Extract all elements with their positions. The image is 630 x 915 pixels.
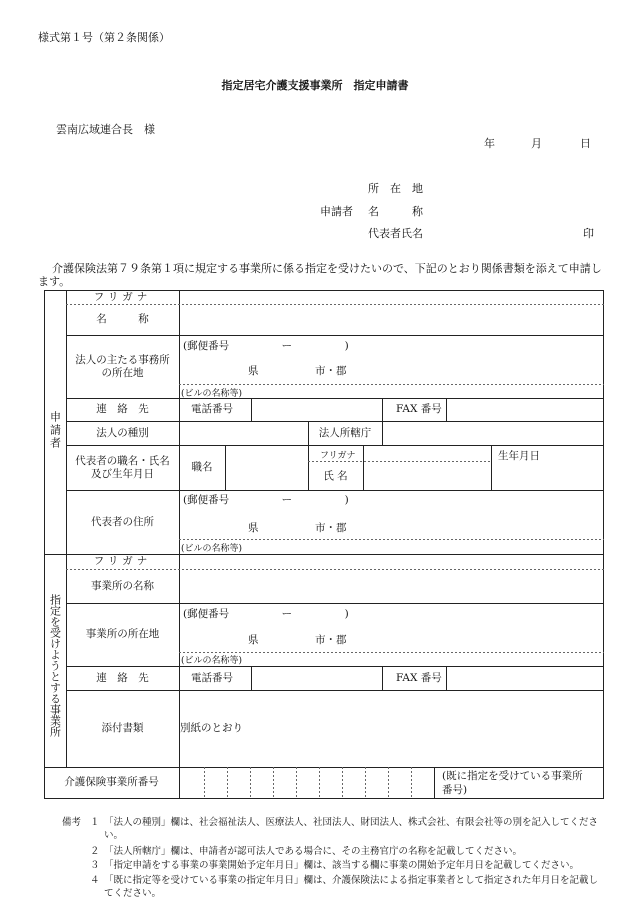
- hq-building: (ビルの名称等): [181, 389, 243, 399]
- corp-authority-label: 法人所轄庁: [318, 426, 372, 439]
- phone-label: 電話番号: [191, 403, 233, 415]
- fax-label: FAX 番号: [396, 403, 442, 415]
- label-attachments: 添付書類: [101, 722, 144, 734]
- note-item: 「法人所轄庁」欄は、申請者が認可法人である場合に、その主務官庁の名称を記載してください。: [104, 846, 523, 857]
- label-corp-type: 法人の種別: [96, 426, 149, 439]
- hq-prefecture: 県: [248, 365, 259, 377]
- note-num: ３: [90, 860, 100, 871]
- furigana-small-label: フリガナ: [320, 451, 356, 461]
- insurance-number-label: 介護保険事業所番号: [64, 776, 159, 788]
- applicant-address-label: 所 在 地: [368, 182, 423, 195]
- label-rep-info: 代表者の職名・氏名及び生年月日: [75, 454, 170, 480]
- attachments-value: 別紙のとおり: [180, 722, 243, 734]
- note-item: 「法人の種別」欄は、社会福祉法人、医療法人、社団法人、財団法人、株式会社、有限会社等の別を記入してください。: [104, 817, 599, 841]
- existing-number-note: (既に指定を受けている事業所番号): [442, 770, 583, 796]
- office-building: (ビルの名称等): [181, 656, 243, 666]
- seal-mark: 印: [583, 227, 594, 240]
- rep-postal: (郵便番号 ー ): [183, 494, 349, 506]
- note-item: 「既に指定等を受けている事業の指定年月日」欄は、介護保険法による指定事業者として指定された年月日を記載してください。: [104, 875, 599, 899]
- office-city: 市・郡: [315, 634, 347, 646]
- hq-city: 市・郡: [315, 365, 347, 377]
- applicant-name-label: 名 称: [368, 205, 423, 218]
- rep-building: (ビルの名称等): [181, 544, 243, 554]
- page-title: 指定居宅介護支援事業所 指定申請書: [221, 79, 409, 92]
- representative-label: 代表者氏名: [368, 227, 423, 240]
- applicant-label: 申請者: [320, 205, 353, 218]
- label-rep-address: 代表者の住所: [91, 515, 154, 528]
- note-num: １: [90, 817, 100, 828]
- section-applicant: 申請者: [48, 410, 62, 450]
- rep-city: 市・郡: [315, 522, 347, 534]
- label-hq-address: 法人の主たる事務所の所在地: [75, 353, 170, 379]
- office-postal: (郵便番号 ー ): [183, 608, 349, 620]
- label-furigana: フリガナ: [93, 290, 152, 303]
- hq-postal: (郵便番号 ー ): [183, 340, 349, 352]
- person-name-label: 氏 名: [323, 469, 348, 482]
- office-fax-label: FAX 番号: [396, 671, 442, 684]
- office-label-furigana: フリガナ: [93, 555, 152, 567]
- section-office: 指定を受けようとする事業所: [48, 593, 62, 737]
- notes-label: 備考: [62, 817, 82, 828]
- date-year: 年: [484, 137, 495, 150]
- job-title-label: 職名: [191, 461, 213, 473]
- addressee: 雲南広域連合長 様: [56, 123, 155, 136]
- label-contact: 連 絡 先: [96, 403, 149, 415]
- label-office-address: 事業所の所在地: [85, 628, 160, 640]
- intro-text: 介護保険法第７９条第１項に規定する事業所に係る指定を受けたいので、下記のとおり関係書類を添えて申請します。: [38, 262, 602, 288]
- date-day: 日: [580, 137, 591, 150]
- rep-prefecture: 県: [248, 522, 259, 534]
- form-number: 様式第１号（第２条関係）: [38, 31, 170, 44]
- label-name: 名 称: [96, 313, 149, 325]
- note-item: 「指定申請をする事業の事業開始予定年月日」欄は、該当する欄に事業の開始予定年月日を記載してください。: [104, 860, 580, 871]
- office-prefecture: 県: [248, 634, 259, 646]
- office-phone-label: 電話番号: [191, 671, 233, 684]
- note-num: ２: [90, 846, 100, 857]
- note-num: ４: [90, 875, 100, 886]
- birth-date-label: 生年月日: [498, 450, 540, 462]
- office-label-contact: 連 絡 先: [96, 671, 149, 684]
- date-month: 月: [531, 137, 542, 150]
- label-office-name: 事業所の名称: [91, 579, 154, 592]
